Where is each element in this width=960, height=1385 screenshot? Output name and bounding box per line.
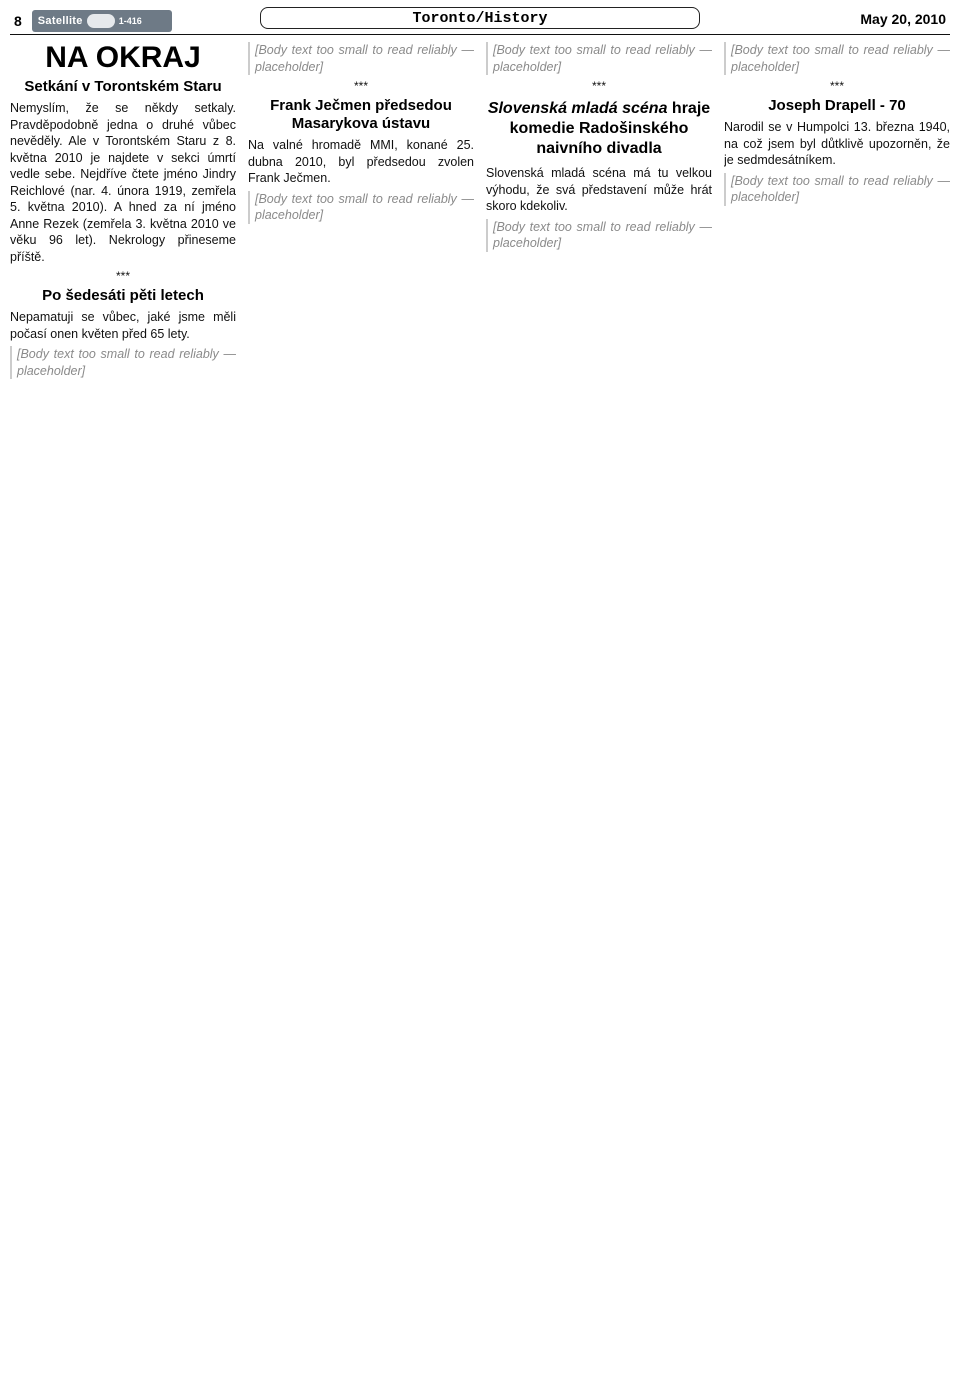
placeholder-text: [Body text too small to read reliably — placeholder] bbox=[724, 42, 950, 75]
globe-icon bbox=[87, 14, 115, 28]
placeholder-text: [Body text too small to read reliably — placeholder] bbox=[10, 346, 236, 379]
article-heading-italic: Slovenská mladá scéna bbox=[487, 100, 668, 117]
article-columns bbox=[10, 42, 950, 1378]
column-4 bbox=[724, 42, 950, 1378]
satellite-logo bbox=[32, 10, 172, 32]
issue-date: May 20, 2010 bbox=[860, 11, 946, 27]
column-2 bbox=[248, 42, 474, 1378]
article-lede: Na valné hromadě MMI, konané 25. dubna 2010, byl předsedou zvolen Frank Ječmen. bbox=[248, 138, 474, 185]
section-separator: *** bbox=[353, 79, 368, 93]
logo-version: 1-416 bbox=[118, 16, 142, 26]
placeholder-text: [Body text too small to read reliably — placeholder] bbox=[486, 42, 712, 75]
page-number: 8 bbox=[14, 13, 22, 29]
section-separator: *** bbox=[115, 269, 130, 283]
column-3 bbox=[486, 42, 712, 1378]
section-title: Toronto/History bbox=[260, 7, 700, 29]
placeholder-text: [Body text too small to read reliably — placeholder] bbox=[248, 191, 474, 224]
article-heading: Frank Ječmen předsedou Masarykova ústavu bbox=[270, 97, 452, 132]
placeholder-text: [Body text too small to read reliably — placeholder] bbox=[724, 173, 950, 206]
article-lede: Nepamatuji se vůbec, jaké jsme měli počasí onen květen před 65 lety. bbox=[10, 310, 236, 341]
placeholder-text: [Body text too small to read reliably — placeholder] bbox=[248, 42, 474, 75]
page-header-left bbox=[14, 10, 172, 32]
article-heading bbox=[486, 99, 712, 159]
article-heading-rest: hraje komedie Radošinského naivního divadla bbox=[509, 100, 711, 157]
header-divider bbox=[10, 34, 950, 35]
section-separator: *** bbox=[591, 79, 606, 93]
column-1 bbox=[10, 42, 236, 1378]
logo-text: Satellite bbox=[37, 15, 83, 27]
article-subtitle: Setkání v Torontském Staru bbox=[24, 78, 222, 95]
article-title: NA OKRAJ bbox=[45, 42, 201, 74]
article-lede: Narodil se v Humpolci 13. března 1940, na což jsem byl důtklivě upozorněn, že je sedmdesátníkem. bbox=[724, 120, 950, 167]
article-lede: Slovenská mladá scéna má tu velkou výhodu, že svá představení může hrát skoro kdekoliv. bbox=[486, 166, 712, 213]
article-lede: Nemyslím, že se někdy setkaly. Pravděpodobně jedna o druhé vůbec nevěděly. Ale v Torontském Staru z 8. května 2010 je najdete v sekci úmrtí vedle sebe. Nejdříve čtete jméno Jindry Reichlové (nar. 4. února 1919, zemřela 5. května 2010). A hned za ní jméno Anne Rezek (zemřela 3. května 2010 ve věku 96 let). Nekrology přineseme příště. bbox=[10, 101, 236, 264]
article-heading: Po šedesáti pěti letech bbox=[42, 287, 204, 304]
section-separator: *** bbox=[829, 79, 844, 93]
placeholder-text: [Body text too small to read reliably — placeholder] bbox=[486, 219, 712, 252]
article-heading: Joseph Drapell - 70 bbox=[768, 97, 906, 114]
